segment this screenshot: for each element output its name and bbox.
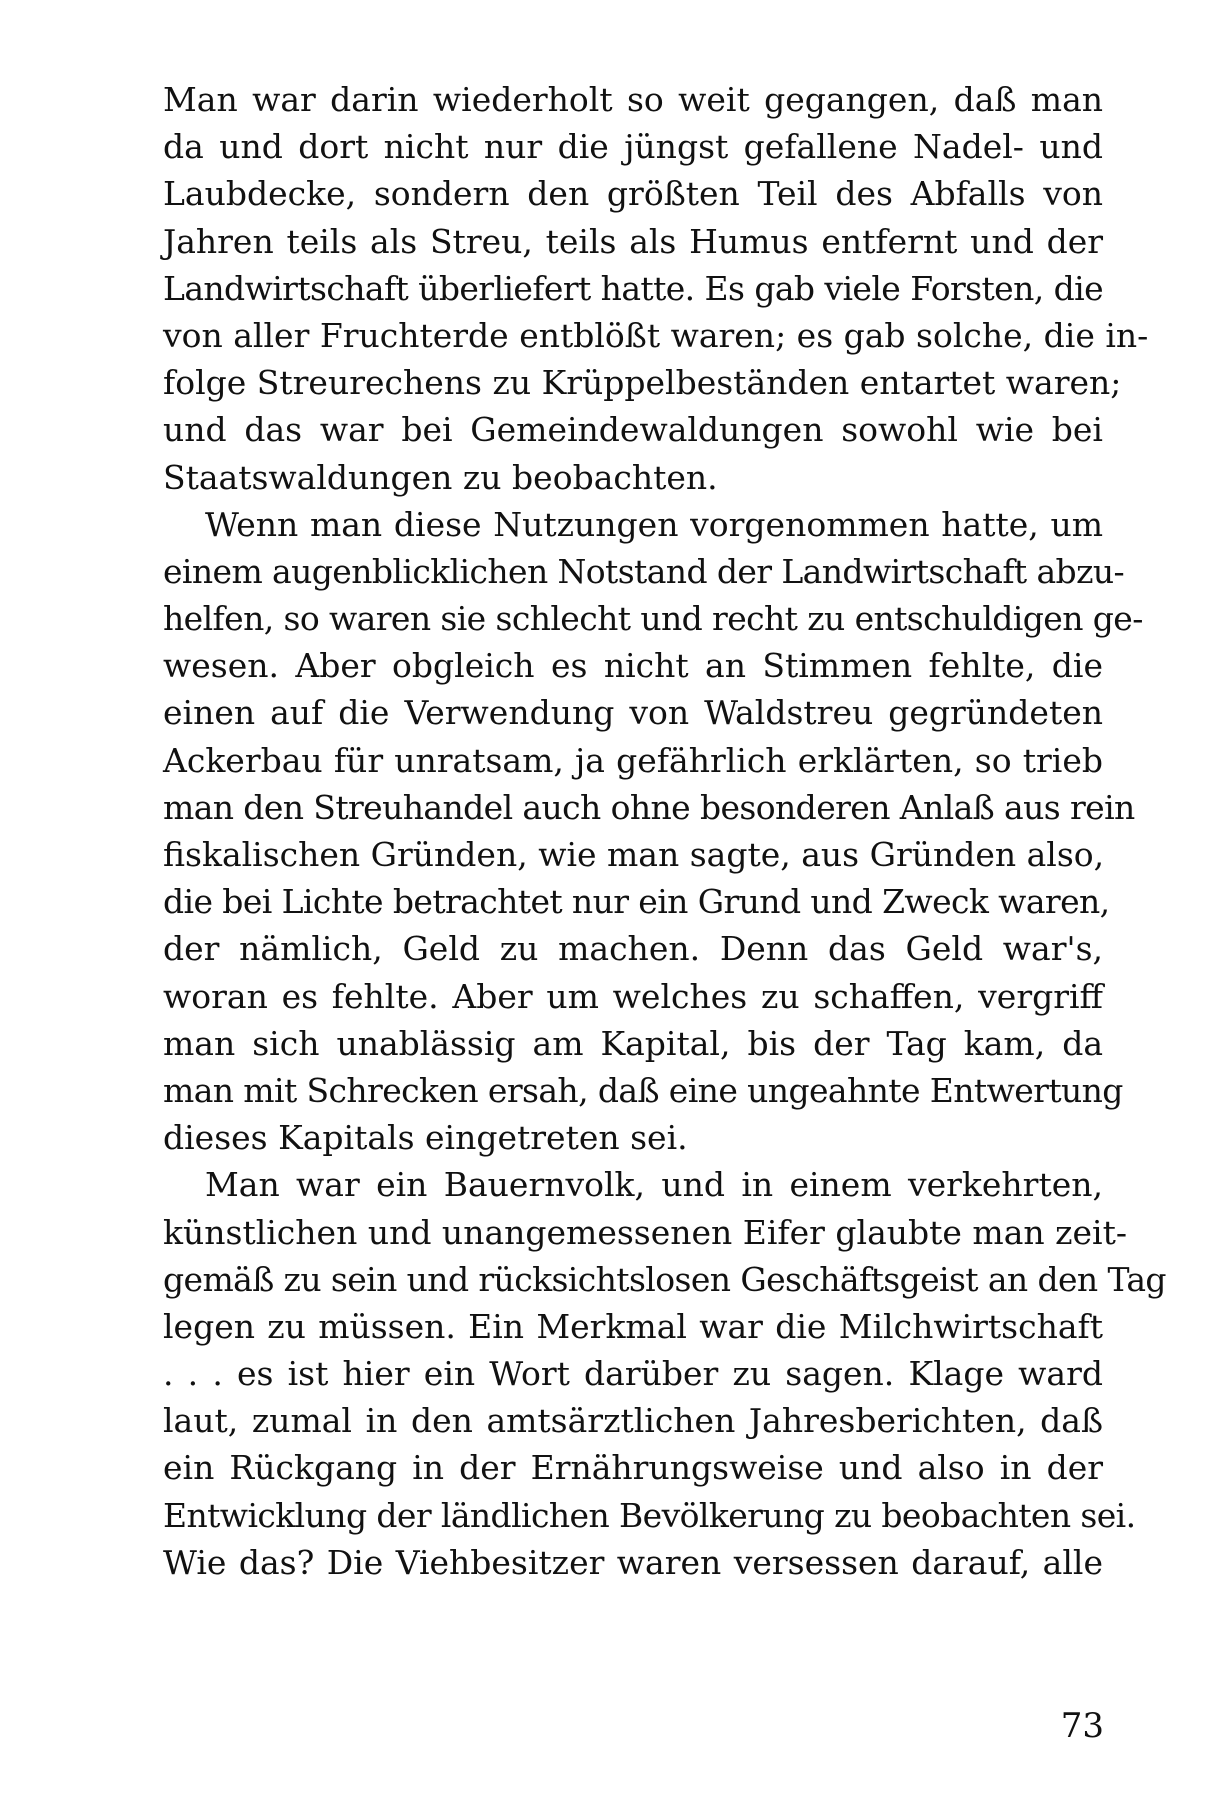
text-line: Ackerbau für unratsam, ja gefährlich erklärten, so trieb <box>163 740 1103 780</box>
text-line: Man war darin wiederholt so weit gegangen, daß man <box>163 80 1103 119</box>
text-line: Man war ein Bauernvolk, und in einem verkehrten, <box>205 1165 1103 1205</box>
text-line: wesen. Aber obgleich es nicht an Stimmen fehlte, die <box>163 646 1103 686</box>
text-line: Laubdecke, sondern den größten Teil des Abfalls von <box>163 174 1103 214</box>
text-line: man mit Schrecken ersah, daß eine ungeahnte Entwertung <box>163 1070 1123 1110</box>
text-line: der nämlich, Geld zu machen. Denn das Geld war's, <box>163 929 1103 969</box>
text-line: Staatswaldungen zu beobachten. <box>163 457 718 497</box>
text-line: die bei Lichte betrachtet nur ein Grund und Zweck waren, <box>163 882 1110 922</box>
text-line: gemäß zu sein und rücksichtslosen Geschäftsgeist an den Tag <box>163 1259 1166 1299</box>
text-line: Landwirtschaft überliefert hatte. Es gab viele Forsten, die <box>163 268 1103 308</box>
text-line: man den Streuhandel auch ohne besonderen Anlaß aus rein <box>163 787 1135 827</box>
text-line: laut, zumal in den amtsärztlichen Jahresberichten, daß <box>163 1401 1103 1441</box>
text-line: Entwicklung der ländlichen Bevölkerung zu beobachten sei. <box>163 1495 1136 1535</box>
text-line: folge Streurechens zu Krüppelbeständen entartet waren; <box>163 363 1122 403</box>
text-line: Jahren teils als Streu, teils als Humus entfernt und der <box>163 221 1103 261</box>
text-line: legen zu müssen. Ein Merkmal war die Milchwirtschaft <box>163 1306 1103 1346</box>
text-line: einem augenblicklichen Notstand der Landwirtschaft abzu- <box>163 551 1125 591</box>
text-line: da und dort nicht nur die jüngst gefallene Nadel- und <box>163 127 1103 167</box>
page-number: 73 <box>1060 1706 1104 1746</box>
text-line: woran es fehlte. Aber um welches zu schaffen, vergriff <box>163 976 1103 1016</box>
text-line: und das war bei Gemeindewaldungen sowohl wie bei <box>163 410 1103 450</box>
text-line: man sich unablässig am Kapital, bis der Tag kam, da <box>163 1023 1103 1063</box>
text-line: einen auf die Verwendung von Waldstreu gegründeten <box>163 693 1103 733</box>
text-line: dieses Kapitals eingetreten sei. <box>163 1118 688 1158</box>
text-line: Wenn man diese Nutzungen vorgenommen hatte, um <box>205 504 1103 544</box>
text-line: fiskalischen Gründen, wie man sagte, aus Gründen also, <box>163 835 1105 874</box>
text-line: helfen, so waren sie schlecht und recht zu entschuldigen ge- <box>163 599 1143 639</box>
text-line: ein Rückgang in der Ernährungsweise und also in der <box>163 1448 1103 1488</box>
text-line: . . . es ist hier ein Wort darüber zu sagen. Klage ward <box>163 1354 1103 1394</box>
text-line: künstlichen und unangemessenen Eifer glaubte man zeit- <box>163 1212 1128 1252</box>
body-text <box>163 76 1166 1586</box>
text-line: Wie das? Die Viehbesitzer waren versessen darauf, alle <box>163 1542 1103 1582</box>
text-line: von aller Fruchterde entblößt waren; es gab solche, die in- <box>163 315 1149 355</box>
